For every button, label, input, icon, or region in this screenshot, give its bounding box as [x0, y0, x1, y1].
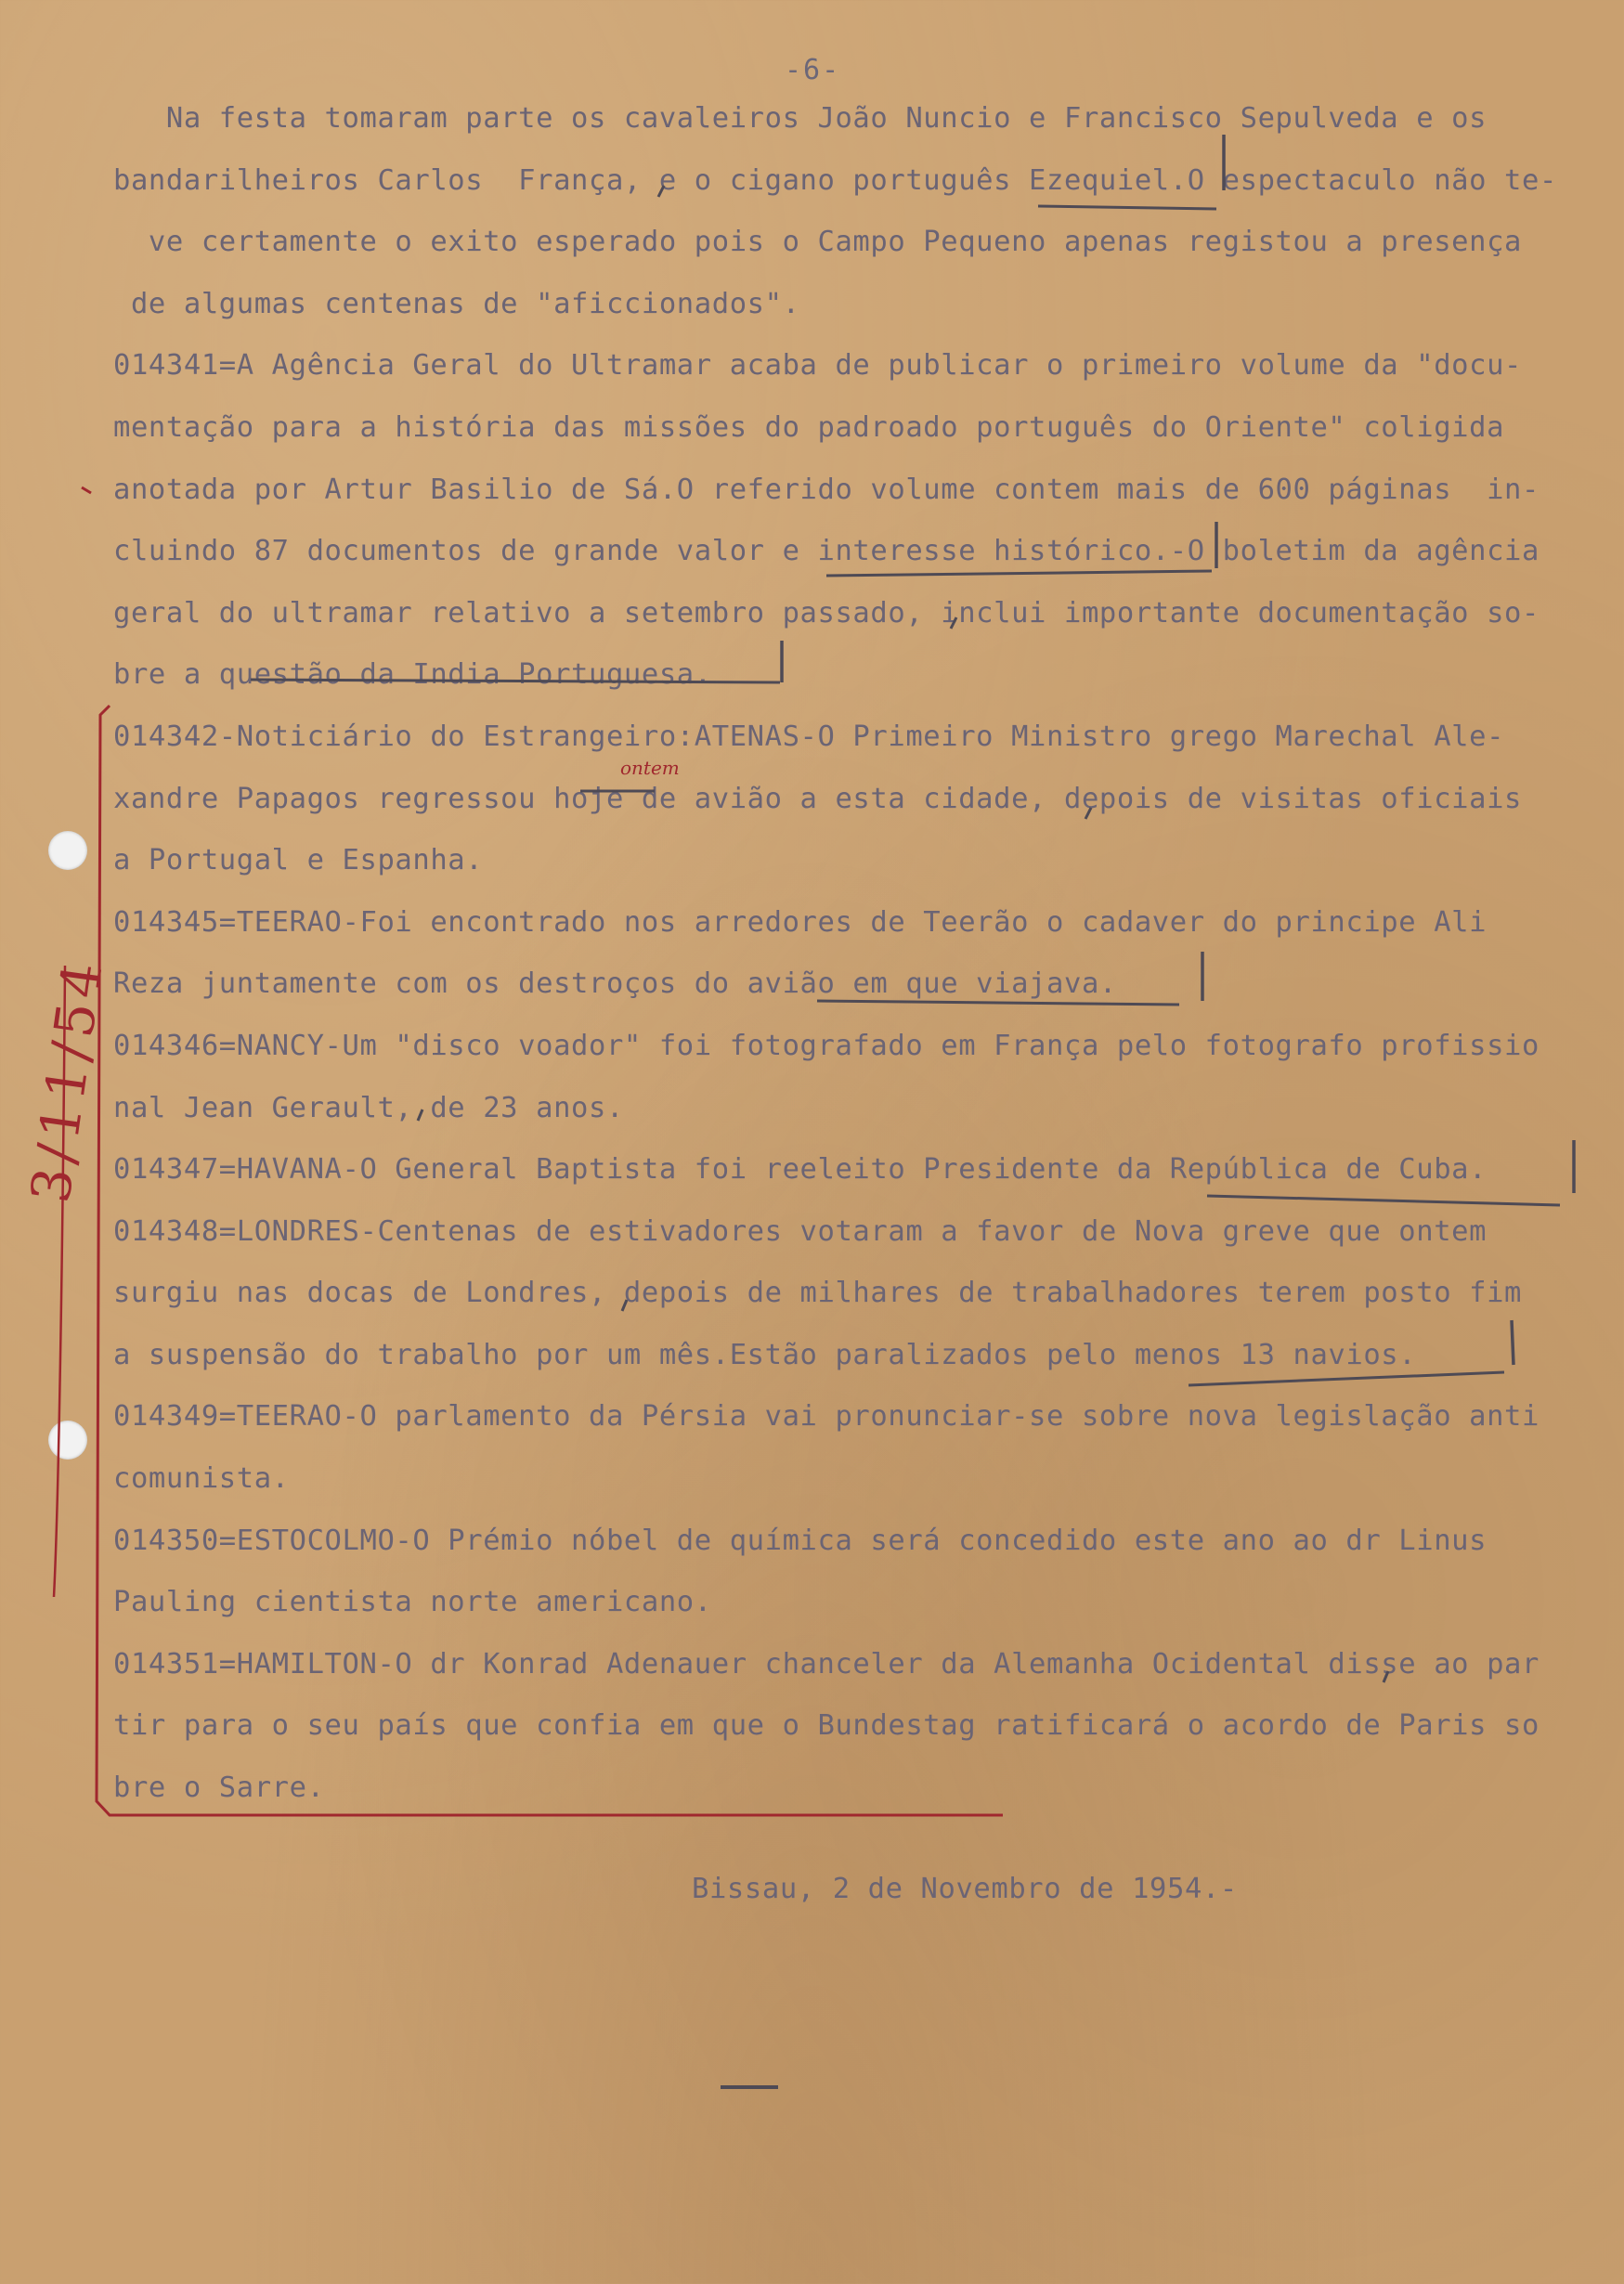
page-number: -6-: [785, 54, 841, 86]
red-tick-mark: [82, 487, 91, 493]
pencil-dash-mark: [721, 2085, 778, 2089]
text-line: 014349=TEERAO-O parlamento da Pérsia vai pronunciar-se sobre nova legislação anti: [113, 1400, 1540, 1434]
red-margin-bracket: [97, 706, 1003, 1815]
handwritten-correction: ontem: [620, 757, 680, 779]
text-line: 014345=TEERAO-Foi encontrado nos arredores de Teerão o cadaver do principe Ali: [113, 905, 1488, 939]
text-line: ve certamente o exito esperado pois o Campo Pequeno apenas registou a presença: [113, 226, 1523, 259]
text-line: nal Jean Gerault, de 23 anos.: [113, 1091, 624, 1124]
text-line: 014351=HAMILTON-O dr Konrad Adenauer chanceler da Alemanha Ocidental disse ao par: [113, 1647, 1540, 1681]
text-line: bre a questão da India Portuguesa.: [113, 658, 712, 692]
text-line: geral do ultramar relativo a setembro passado, inclui importante documentação so-: [113, 596, 1540, 629]
text-line: bandarilheiros Carlos França, e o cigano português Ezequiel.O espectaculo não te-: [113, 163, 1557, 197]
text-line: surgiu nas docas de Londres, depois de milhares de trabalhadores terem posto fim: [113, 1277, 1523, 1310]
comma-mark: [1085, 808, 1091, 819]
text-line: de algumas centenas de "aficcionados".: [113, 287, 800, 320]
comma-mark: [418, 1110, 422, 1121]
underline-cuba: [1207, 1196, 1560, 1205]
underline-aviao: [817, 1001, 1179, 1005]
text-line: 014350=ESTOCOLMO-O Prémio nóbel de química será concedido este ano ao dr Linus: [113, 1524, 1488, 1557]
place-date-signature: Bissau, 2 de Novembro de 1954.-: [692, 1873, 1238, 1905]
text-line: Pauling cientista norte americano.: [113, 1586, 712, 1619]
underline-questao: [251, 680, 780, 682]
handwritten-margin-date: 3/11/54: [19, 953, 116, 1207]
text-line: a suspensão do trabalho por um mês.Estão paralizados pelo menos 13 navios.: [113, 1338, 1417, 1371]
underline-ezequiel: [1038, 206, 1216, 209]
underline-navios: [1189, 1372, 1504, 1385]
text-line: 014348=LONDRES-Centenas de estivadores votaram a favor de Nova greve que ontem: [113, 1214, 1488, 1248]
text-line: 014341=A Agência Geral do Ultramar acaba de publicar o primeiro volume da "docu-: [113, 349, 1523, 383]
text-line: anotada por Artur Basilio de Sá.O referido volume contem mais de 600 páginas in-: [113, 473, 1540, 506]
text-line: cluindo 87 documentos de grande valor e interesse histórico.-O boletim da agência: [113, 535, 1540, 568]
comma-mark: [658, 186, 664, 197]
bracket-navios: [1512, 1320, 1514, 1365]
text-line: xandre Papagos regressou hoje de avião a esta cidade, depois de visitas oficiais: [113, 782, 1523, 815]
text-line: comunista.: [113, 1462, 290, 1496]
text-line: 014347=HAVANA-O General Baptista foi reeleito Presidente da República de Cuba.: [113, 1153, 1488, 1187]
text-line: mentação para a história das missões do padroado português do Oriente" coligida: [113, 410, 1505, 444]
underline-interesse-historico: [826, 571, 1212, 576]
text-line: Na festa tomaram parte os cavaleiros João Nuncio e Francisco Sepulveda e os: [113, 102, 1488, 135]
text-line: tir para o seu país que confia em que o Bundestag ratificará o acordo de Paris so: [113, 1709, 1540, 1743]
text-line: bre o Sarre.: [113, 1771, 325, 1805]
comma-mark: [622, 1300, 627, 1311]
text-line: 014346=NANCY-Um "disco voador" foi fotografado em França pelo fotografo profissio: [113, 1029, 1540, 1062]
comma-mark: [951, 617, 956, 629]
text-line: Reza juntamente com os destroços do avião em que viajava.: [113, 967, 1117, 1001]
comma-mark: [1384, 1671, 1388, 1682]
text-line: a Portugal e Espanha.: [113, 844, 484, 877]
text-line: 014342-Noticiário do Estrangeiro:ATENAS-O Primeiro Ministro grego Marechal Ale-: [113, 720, 1505, 753]
